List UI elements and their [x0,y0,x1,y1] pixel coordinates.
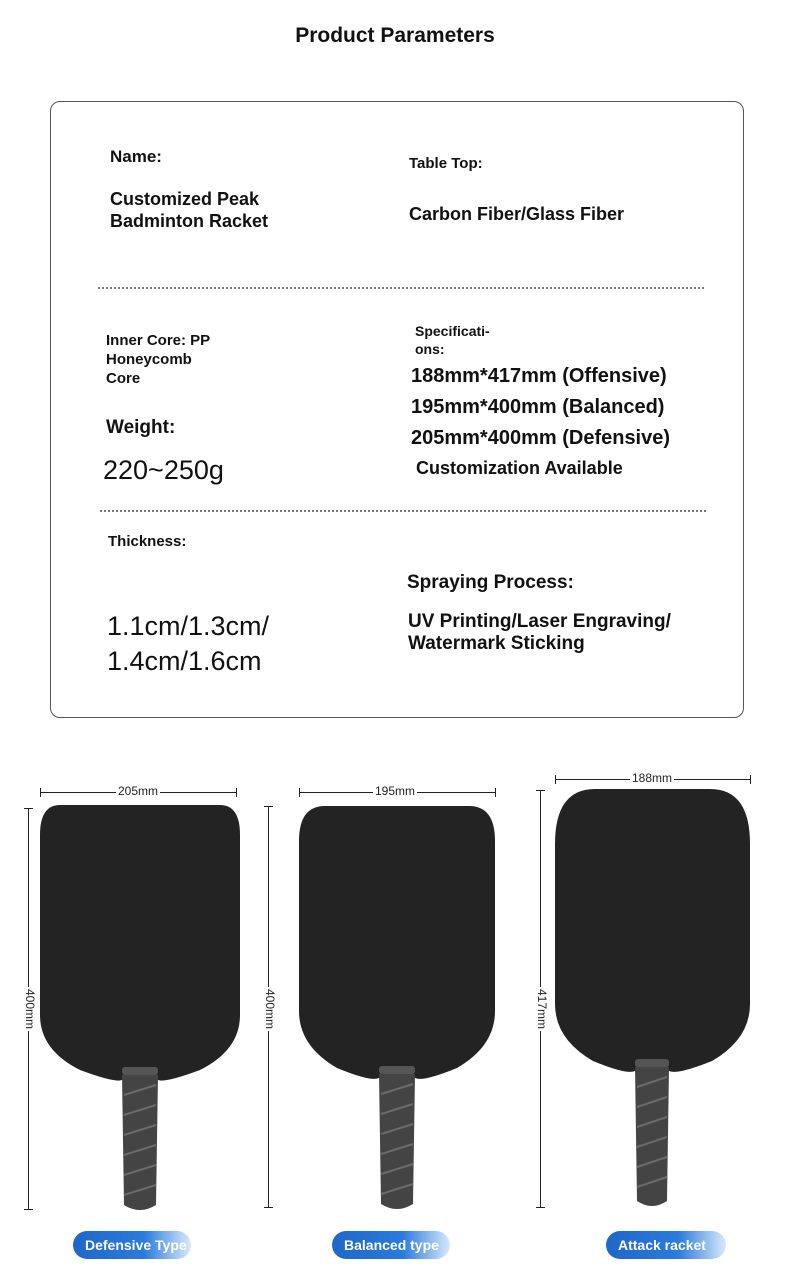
parameters-card [50,101,744,718]
inner-core-line2: Honeycomb [106,351,192,368]
divider-2 [100,510,706,512]
length-label: 400mm [263,988,278,1030]
spec-label-line1: Specificati- [415,323,490,339]
customization-note: Customization Available [416,458,623,478]
paddle-image [299,806,495,1216]
inner-core-line3: Core [106,370,141,387]
type-pill-defensive: Defensive Type [73,1231,191,1259]
spraying-line2: Watermark Sticking [408,633,585,654]
thickness-line1: 1.1cm/1.3cm/ [107,611,270,641]
thickness-label: Thickness: [108,533,187,550]
name-value-line1: Customized Peak [110,189,260,209]
type-pill-attack: Attack racket [606,1231,726,1259]
divider-1 [98,287,704,289]
name-label: Name: [110,147,162,166]
table-top-label: Table Top: [409,155,483,172]
inner-core-line1: Inner Core: PP [106,332,211,349]
width-label: 188mm [632,771,673,785]
spraying-line1: UV Printing/Laser Engraving/ [408,611,671,632]
type-pill-balanced: Balanced type [332,1231,450,1259]
weight-value: 220~250g [103,455,224,485]
weight-label: Weight: [106,417,176,438]
width-label: 205mm [118,784,159,798]
paddle-image [40,805,240,1215]
length-label: 400mm [23,988,38,1030]
name-value-line2: Badminton Racket [110,211,269,231]
table-top-value: Carbon Fiber/Glass Fiber [409,204,625,224]
spec-value-offensive: 188mm*417mm (Offensive) [411,365,667,387]
length-label: 417mm [535,988,550,1030]
page-title: Product Parameters [295,24,495,47]
width-label: 195mm [375,784,416,798]
spec-value-defensive: 205mm*400mm (Defensive) [411,427,671,449]
thickness-line2: 1.4cm/1.6cm [107,646,262,676]
spec-label-line2: ons: [415,341,445,357]
spraying-label: Spraying Process: [407,572,574,593]
paddle-image [555,789,750,1214]
spec-value-balanced: 195mm*400mm (Balanced) [411,396,665,418]
